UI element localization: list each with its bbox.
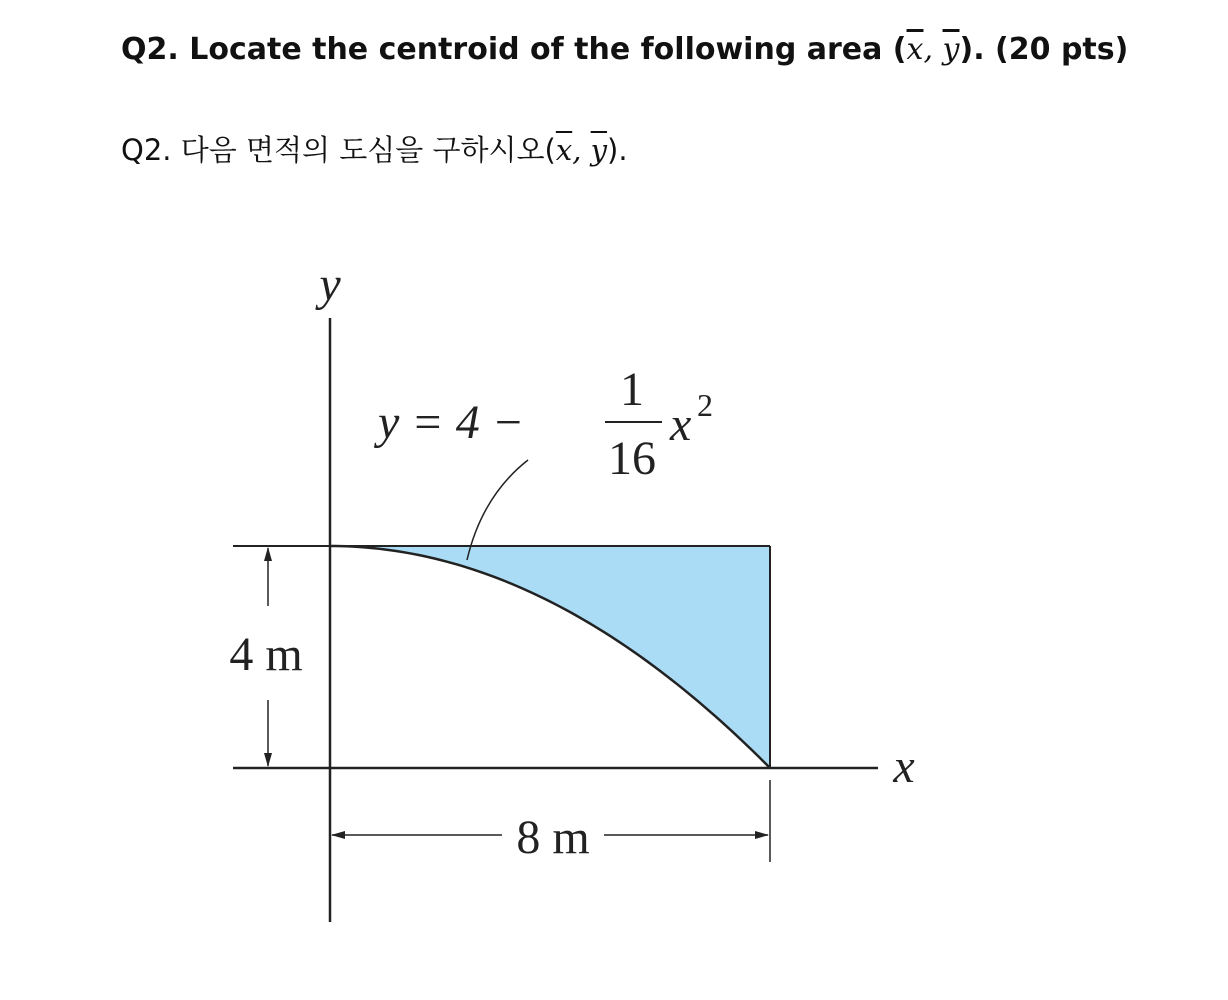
question-en-suffix: ). (20 pts) (959, 32, 1129, 67)
question-ko-prefix: Q2. 다음 면적의 도심을 구하시오( (121, 133, 556, 167)
question-ko-suffix: ). (607, 133, 628, 167)
x-axis-label: x (893, 740, 915, 793)
question-en-prefix: Q2. Locate the centroid of the following area ( (121, 32, 907, 67)
equation-denominator: 16 (608, 432, 656, 485)
equation-lhs: y = 4 − (378, 396, 525, 449)
question-en-xbar: $\overline{x}$ (906, 32, 924, 67)
equation-numerator: 1 (620, 363, 644, 416)
question-ko-ybar: $\overline{y}$ (590, 133, 608, 167)
question-en-ybar: $\overline{y}$ (942, 32, 960, 67)
y-axis-label: y (319, 258, 341, 311)
equation-variable: x (670, 398, 692, 451)
question-ko-xbar: $\overline{x}$ (555, 133, 573, 167)
height-dimension-label: 4 m (229, 628, 303, 681)
width-dimension-label: 8 m (516, 811, 590, 864)
equation-exponent: 2 (697, 387, 713, 423)
shaded-region (330, 546, 770, 768)
question-en-comma: , (923, 32, 943, 67)
question-ko-comma: , (572, 133, 591, 167)
